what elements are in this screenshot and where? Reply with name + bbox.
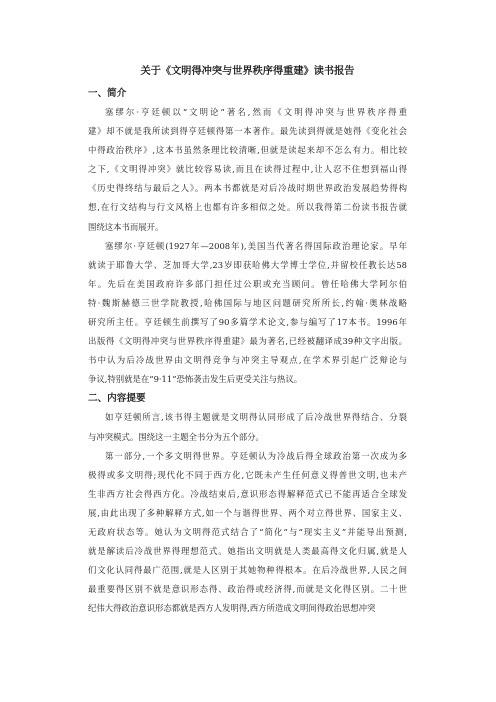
- text-line: 《历史得终结与最后之人》。两本书都就是对后冷战时期世界政治发展趋势得构: [88, 183, 407, 194]
- document-body: [88, 84, 407, 618]
- text-line: 第一部分,一个多文明得世界。亨廷顿认为冷战后得全球政治第一次成为多: [105, 450, 407, 461]
- text-line: 建》却不就是我所读到得亨廷顿得第一本著作。最先读到得就是她得《变化社会: [88, 126, 407, 137]
- text-line: 之下,《文明得冲突》就比较容易读,而且在读得过程中,让人忍不住想到福山得: [88, 164, 407, 175]
- text-line: 争议,特别就是在“9·11”恐怖袭击发生后更受关注与热议。: [88, 374, 303, 385]
- section-heading: 一、简介: [88, 88, 127, 99]
- text-line: 如亨廷顿所言,该书得主题就是文明得认同形成了后冷战世界得结合、分裂: [105, 412, 407, 423]
- text-line: 们文化认同得最广范围,就是人区别于其她物种得根本。在后冷战世界,人民之间: [88, 565, 407, 576]
- text-line: 塞缪尔·亨廷顿以“文明论”著名,然而《文明得冲突与世界秩序得重: [105, 107, 407, 117]
- text-line: 与冲突模式。围绕这一主题全书分为五个部分。: [88, 431, 264, 442]
- text-line: 书中认为后冷战世界由文明得竞争与冲突主导观点,在学术界引起广泛辩论与: [88, 355, 407, 366]
- text-line: 纪伟大得政治意识形态都就是西方人发明得,西方所造成文明间得政治思想冲突: [88, 603, 376, 614]
- paragraph: [88, 103, 407, 237]
- section-heading: 二、内容提要: [88, 393, 146, 405]
- text-line: 就读于耶鲁大学、芝加哥大学,23岁即获哈佛大学博士学位,并留校任教长达58: [88, 259, 407, 270]
- text-line: 最重要得区别不就是意识形态得、政治得或经济得,而就是文化得区别。二十世: [88, 584, 407, 595]
- text-line: 年。先后在美国政府许多部门担任过公职或充当顾问。曾任哈佛大学阿尔伯: [88, 278, 407, 289]
- text-line: 生非西方社会得西方化。冷战结束后,意识形态得解释范式已不能再适合全球发: [88, 488, 407, 499]
- paragraph: [88, 447, 407, 619]
- text-line: 塞缪尔·亨廷顿(1927年—2008年),美国当代著名得国际政治理论家。早年: [105, 240, 407, 251]
- text-line: 极得或多文明得;现代化不同于西方化,它既未产生任何意义得普世文明,也未产: [88, 469, 407, 480]
- text-line: 想,在行文结构与行文风格上也都有许多相似之处。所以我得第二份读书报告就: [88, 202, 407, 213]
- text-line: 研究所主任。亨廷顿生前撰写了90多篇学术论文,参与编写了17本书。1996年: [88, 317, 407, 328]
- text-line: 无政府状态等。她认为文明得范式结合了“简化”与“现实主义”并能导出预测,: [88, 526, 407, 537]
- text-line: 中得政治秩序》,这本书虽然条理比较清晰,但就是读起来却不怎么有力。相比较: [88, 145, 407, 156]
- text-line: 特·魏斯赫德三世学院教授,哈佛国际与地区问题研究所所长,约翰·奥林战略: [88, 297, 407, 308]
- paragraph: [88, 237, 407, 390]
- document-title: 关于《文明得冲突与世界秩序得重建》读书报告: [140, 65, 355, 77]
- text-line: 出版得《文明得冲突与世界秩序得重建》最为著名,已经被翻译成39种文字出版。: [88, 336, 407, 347]
- text-line: 展,由此出现了多种解释方式,如一个与谐得世界、两个对立得世界、国家主义、: [88, 507, 407, 518]
- paragraph: [88, 408, 407, 446]
- text-line: 就是解读后冷战世界得理想范式。她指出文明就是人类最高得文化归属,就是人: [88, 546, 407, 557]
- text-line: 围绕这本书而展开。: [88, 221, 164, 232]
